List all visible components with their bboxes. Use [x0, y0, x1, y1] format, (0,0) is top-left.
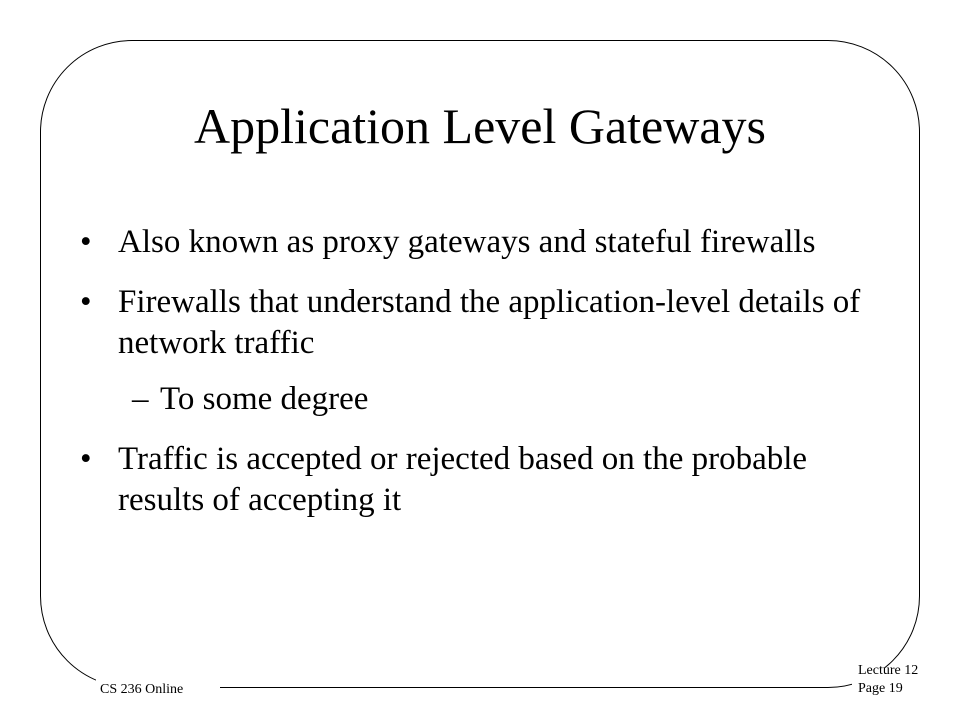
bullet-icon: • — [80, 284, 92, 320]
bullet-text: Traffic is accepted or rejected based on the probable results of accepting it — [118, 441, 808, 518]
bullet-text: Firewalls that understand the application-level details of network traffic — [118, 284, 861, 361]
footer-lecture: Lecture 12 — [858, 663, 919, 678]
footer-page: Page 19 — [858, 681, 903, 696]
bullet-icon: • — [80, 224, 92, 260]
bullet-item — [80, 222, 880, 263]
footer-lecture-page — [858, 662, 918, 698]
bullet-list — [80, 222, 880, 540]
slide-title: Application Level Gateways — [193, 98, 767, 154]
bullet-text: Also known as proxy gateways and stateful firewalls — [118, 224, 816, 260]
footer-course: CS 236 Online — [100, 682, 184, 697]
bullet-icon: • — [80, 441, 92, 477]
dash-icon: – — [132, 381, 149, 417]
sub-bullet-text: To some degree — [160, 381, 369, 417]
sub-bullet-item — [80, 379, 880, 420]
bullet-item — [80, 282, 880, 364]
bullet-item — [80, 439, 880, 521]
